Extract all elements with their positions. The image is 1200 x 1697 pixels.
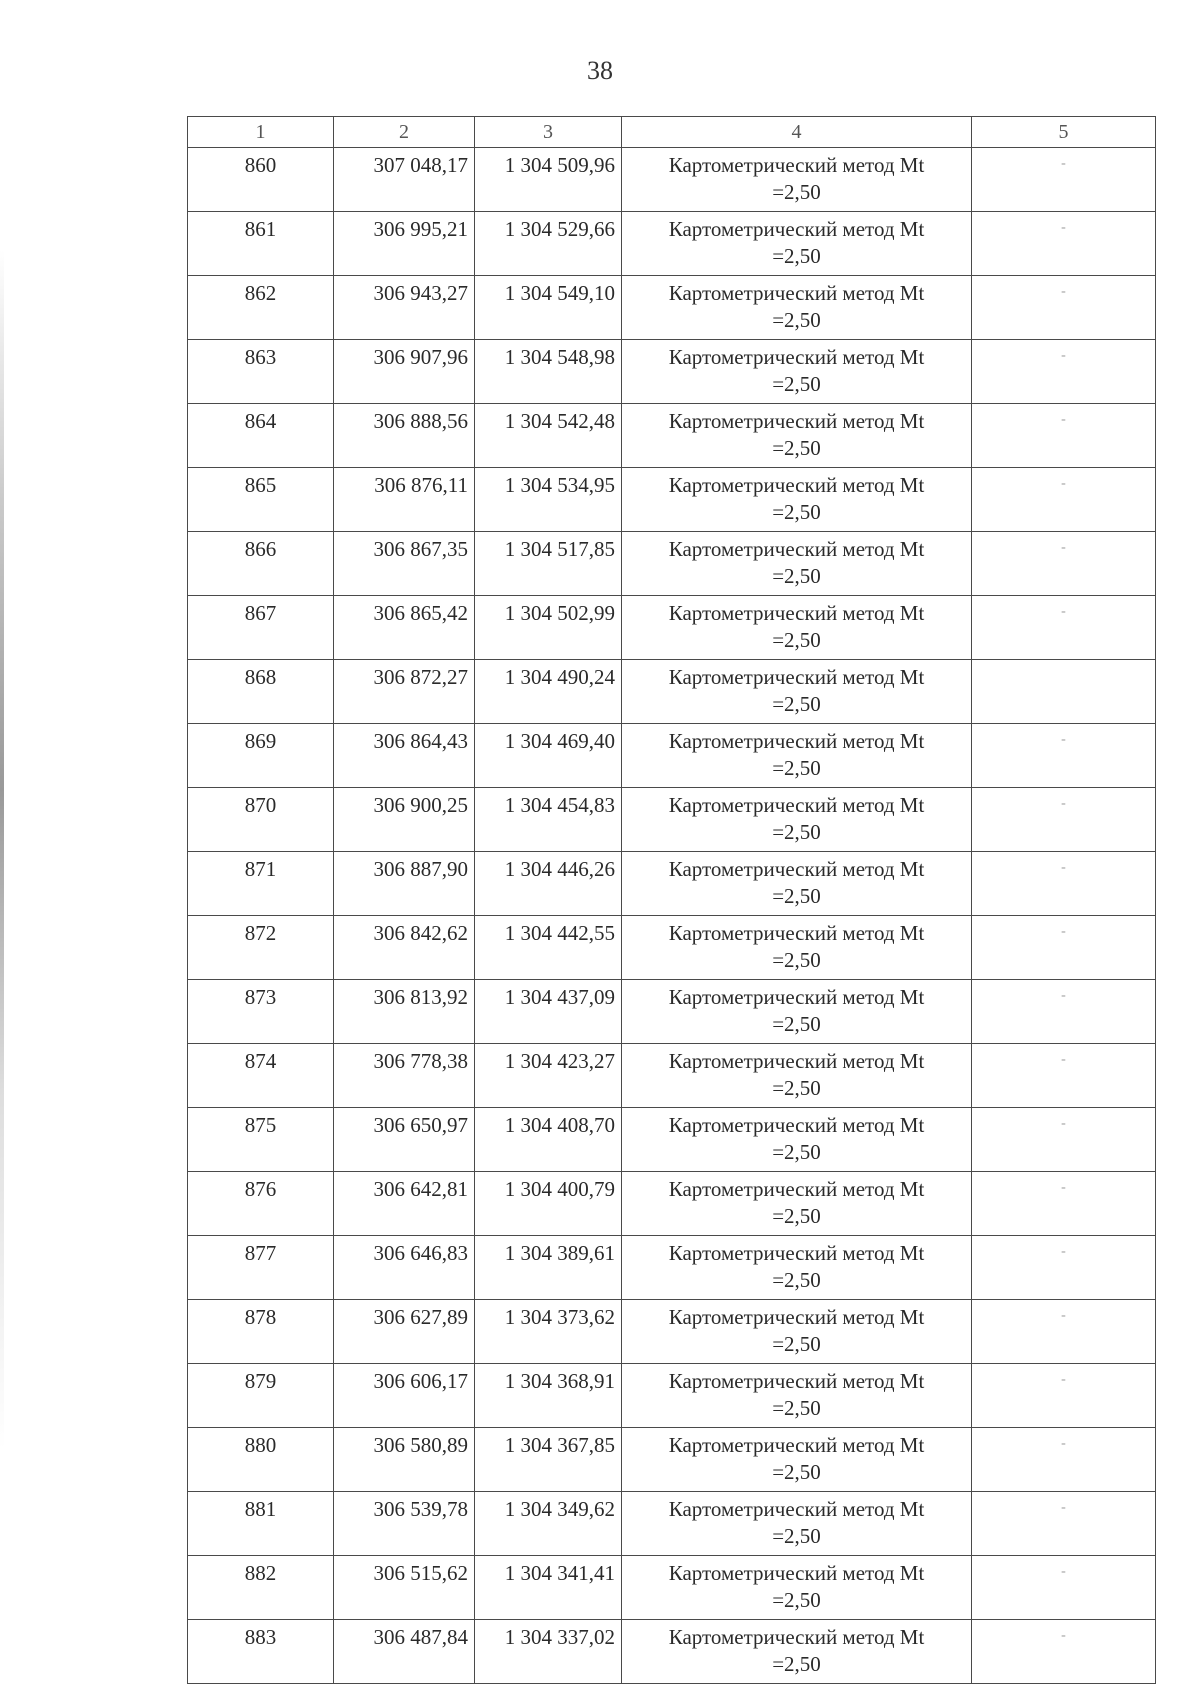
- coord-y-cell: 1 304 490,24: [475, 660, 622, 724]
- header-col-1: 1: [188, 117, 334, 148]
- method-text: Картометрический метод Mt: [668, 793, 925, 817]
- method-cell: [622, 980, 972, 1044]
- note-cell: -: [972, 724, 1156, 788]
- point-number-cell: 871: [188, 852, 334, 916]
- coord-y-cell: 1 304 529,66: [475, 212, 622, 276]
- table-row: [188, 1428, 1156, 1492]
- method-cell: [622, 404, 972, 468]
- coord-x-cell: 307 048,17: [334, 148, 475, 212]
- coordinates-table: [187, 116, 1156, 1684]
- accuracy-text: =2,50: [772, 1268, 821, 1292]
- method-text: Картометрический метод Mt: [668, 857, 925, 881]
- coord-y-cell: 1 304 341,41: [475, 1556, 622, 1620]
- note-cell: -: [972, 1492, 1156, 1556]
- note-cell: -: [972, 1300, 1156, 1364]
- table-row: [188, 1620, 1156, 1684]
- accuracy-text: =2,50: [772, 884, 821, 908]
- coord-y-cell: 1 304 534,95: [475, 468, 622, 532]
- coord-y-cell: 1 304 548,98: [475, 340, 622, 404]
- coord-y-cell: 1 304 549,10: [475, 276, 622, 340]
- coord-x-cell: 306 627,89: [334, 1300, 475, 1364]
- table-header: [188, 117, 1156, 148]
- coord-y-cell: 1 304 446,26: [475, 852, 622, 916]
- coord-x-cell: 306 813,92: [334, 980, 475, 1044]
- accuracy-text: =2,50: [772, 820, 821, 844]
- note-cell: -: [972, 596, 1156, 660]
- method-text: Картометрический метод Mt: [668, 1049, 925, 1073]
- point-number-cell: 861: [188, 212, 334, 276]
- method-text: Картометрический метод Mt: [668, 1177, 925, 1201]
- table-row: [188, 404, 1156, 468]
- coord-y-cell: 1 304 517,85: [475, 532, 622, 596]
- table-row: [188, 916, 1156, 980]
- method-text: Картометрический метод Mt: [668, 1625, 925, 1649]
- accuracy-text: =2,50: [772, 308, 821, 332]
- accuracy-text: =2,50: [772, 756, 821, 780]
- method-cell: [622, 532, 972, 596]
- method-cell: [622, 1364, 972, 1428]
- method-cell: [622, 1428, 972, 1492]
- method-text: Картометрический метод Mt: [668, 473, 925, 497]
- point-number-cell: 862: [188, 276, 334, 340]
- coord-x-cell: 306 943,27: [334, 276, 475, 340]
- coord-x-cell: 306 900,25: [334, 788, 475, 852]
- page-number: 38: [587, 56, 613, 85]
- table-row: [188, 212, 1156, 276]
- note-cell: -: [972, 212, 1156, 276]
- accuracy-text: =2,50: [772, 1396, 821, 1420]
- table-row: [188, 980, 1156, 1044]
- coord-y-cell: 1 304 502,99: [475, 596, 622, 660]
- coord-x-cell: 306 515,62: [334, 1556, 475, 1620]
- coord-x-cell: 306 872,27: [334, 660, 475, 724]
- point-number-cell: 883: [188, 1620, 334, 1684]
- table-row: [188, 724, 1156, 788]
- table-row: [188, 1172, 1156, 1236]
- accuracy-text: =2,50: [772, 692, 821, 716]
- accuracy-text: =2,50: [772, 1524, 821, 1548]
- point-number-cell: 872: [188, 916, 334, 980]
- point-number-cell: 867: [188, 596, 334, 660]
- note-cell: -: [972, 1172, 1156, 1236]
- accuracy-text: =2,50: [772, 628, 821, 652]
- accuracy-text: =2,50: [772, 1076, 821, 1100]
- point-number-cell: 869: [188, 724, 334, 788]
- note-cell: -: [972, 1108, 1156, 1172]
- note-cell: -: [972, 148, 1156, 212]
- coord-y-cell: 1 304 542,48: [475, 404, 622, 468]
- note-cell: -: [972, 916, 1156, 980]
- method-cell: [622, 1620, 972, 1684]
- coord-y-cell: 1 304 454,83: [475, 788, 622, 852]
- coord-x-cell: 306 487,84: [334, 1620, 475, 1684]
- method-cell: [622, 276, 972, 340]
- point-number-cell: 864: [188, 404, 334, 468]
- accuracy-text: =2,50: [772, 1140, 821, 1164]
- coord-x-cell: 306 876,11: [334, 468, 475, 532]
- table-row: [188, 852, 1156, 916]
- point-number-cell: 882: [188, 1556, 334, 1620]
- point-number-cell: 860: [188, 148, 334, 212]
- accuracy-text: =2,50: [772, 1652, 821, 1676]
- method-cell: [622, 660, 972, 724]
- method-cell: [622, 724, 972, 788]
- coord-y-cell: 1 304 349,62: [475, 1492, 622, 1556]
- method-cell: [622, 1300, 972, 1364]
- point-number-cell: 877: [188, 1236, 334, 1300]
- coord-y-cell: 1 304 389,61: [475, 1236, 622, 1300]
- note-cell: -: [972, 1044, 1156, 1108]
- coord-x-cell: 306 865,42: [334, 596, 475, 660]
- point-number-cell: 868: [188, 660, 334, 724]
- accuracy-text: =2,50: [772, 1460, 821, 1484]
- method-cell: [622, 1236, 972, 1300]
- coord-x-cell: 306 887,90: [334, 852, 475, 916]
- table-row: [188, 1108, 1156, 1172]
- header-col-2: 2: [334, 117, 475, 148]
- coord-y-cell: 1 304 400,79: [475, 1172, 622, 1236]
- method-text: Картометрический метод Mt: [668, 345, 925, 369]
- point-number-cell: 879: [188, 1364, 334, 1428]
- accuracy-text: =2,50: [772, 500, 821, 524]
- table-body: [188, 148, 1156, 1684]
- coord-y-cell: 1 304 442,55: [475, 916, 622, 980]
- accuracy-text: =2,50: [772, 564, 821, 588]
- note-cell: -: [972, 980, 1156, 1044]
- coord-x-cell: 306 778,38: [334, 1044, 475, 1108]
- note-cell: -: [972, 1428, 1156, 1492]
- coord-x-cell: 306 888,56: [334, 404, 475, 468]
- coord-x-cell: 306 907,96: [334, 340, 475, 404]
- table-row: [188, 148, 1156, 212]
- coord-y-cell: 1 304 509,96: [475, 148, 622, 212]
- method-cell: [622, 148, 972, 212]
- accuracy-text: =2,50: [772, 1332, 821, 1356]
- accuracy-text: =2,50: [772, 1204, 821, 1228]
- method-text: Картометрический метод Mt: [668, 217, 925, 241]
- method-text: Картометрический метод Mt: [668, 985, 925, 1009]
- method-text: Картометрический метод Mt: [668, 1561, 925, 1585]
- coord-y-cell: 1 304 337,02: [475, 1620, 622, 1684]
- point-number-cell: 875: [188, 1108, 334, 1172]
- note-cell: -: [972, 1236, 1156, 1300]
- method-text: Картометрический метод Mt: [668, 409, 925, 433]
- method-text: Картометрический метод Mt: [668, 1305, 925, 1329]
- accuracy-text: =2,50: [772, 1588, 821, 1612]
- header-row: [188, 117, 1156, 148]
- table-row: [188, 1364, 1156, 1428]
- point-number-cell: 878: [188, 1300, 334, 1364]
- note-cell: [972, 660, 1156, 724]
- point-number-cell: 866: [188, 532, 334, 596]
- method-cell: [622, 340, 972, 404]
- table-row: [188, 1044, 1156, 1108]
- method-cell: [622, 1044, 972, 1108]
- method-text: Картометрический метод Mt: [668, 1433, 925, 1457]
- accuracy-text: =2,50: [772, 180, 821, 204]
- point-number-cell: 865: [188, 468, 334, 532]
- table-row: [188, 468, 1156, 532]
- table-row: [188, 532, 1156, 596]
- coord-x-cell: 306 842,62: [334, 916, 475, 980]
- accuracy-text: =2,50: [772, 948, 821, 972]
- method-text: Картометрический метод Mt: [668, 729, 925, 753]
- coord-y-cell: 1 304 469,40: [475, 724, 622, 788]
- point-number-cell: 881: [188, 1492, 334, 1556]
- method-cell: [622, 852, 972, 916]
- coord-y-cell: 1 304 408,70: [475, 1108, 622, 1172]
- coord-y-cell: 1 304 437,09: [475, 980, 622, 1044]
- coord-y-cell: 1 304 367,85: [475, 1428, 622, 1492]
- method-cell: [622, 1172, 972, 1236]
- point-number-cell: 863: [188, 340, 334, 404]
- header-col-3: 3: [475, 117, 622, 148]
- note-cell: -: [972, 340, 1156, 404]
- table-row: [188, 276, 1156, 340]
- coord-x-cell: 306 650,97: [334, 1108, 475, 1172]
- point-number-cell: 876: [188, 1172, 334, 1236]
- method-text: Картометрический метод Mt: [668, 921, 925, 945]
- note-cell: -: [972, 1620, 1156, 1684]
- coord-x-cell: 306 646,83: [334, 1236, 475, 1300]
- method-text: Картометрический метод Mt: [668, 153, 925, 177]
- coord-y-cell: 1 304 368,91: [475, 1364, 622, 1428]
- coord-x-cell: 306 995,21: [334, 212, 475, 276]
- coord-x-cell: 306 642,81: [334, 1172, 475, 1236]
- accuracy-text: =2,50: [772, 1012, 821, 1036]
- method-text: Картометрический метод Mt: [668, 1369, 925, 1393]
- note-cell: -: [972, 532, 1156, 596]
- note-cell: -: [972, 276, 1156, 340]
- coord-y-cell: 1 304 423,27: [475, 1044, 622, 1108]
- method-cell: [622, 212, 972, 276]
- method-cell: [622, 1492, 972, 1556]
- note-cell: -: [972, 468, 1156, 532]
- coordinates-table-container: [187, 116, 1155, 1684]
- accuracy-text: =2,50: [772, 372, 821, 396]
- coord-x-cell: 306 580,89: [334, 1428, 475, 1492]
- note-cell: -: [972, 788, 1156, 852]
- method-cell: [622, 788, 972, 852]
- method-cell: [622, 1108, 972, 1172]
- method-cell: [622, 916, 972, 980]
- method-text: Картометрический метод Mt: [668, 665, 925, 689]
- table-row: [188, 788, 1156, 852]
- coord-x-cell: 306 606,17: [334, 1364, 475, 1428]
- header-col-5: 5: [972, 117, 1156, 148]
- point-number-cell: 873: [188, 980, 334, 1044]
- coord-x-cell: 306 539,78: [334, 1492, 475, 1556]
- method-text: Картометрический метод Mt: [668, 537, 925, 561]
- table-row: [188, 596, 1156, 660]
- coord-y-cell: 1 304 373,62: [475, 1300, 622, 1364]
- note-cell: -: [972, 1556, 1156, 1620]
- header-col-4: 4: [622, 117, 972, 148]
- point-number-cell: 880: [188, 1428, 334, 1492]
- note-cell: -: [972, 852, 1156, 916]
- coord-x-cell: 306 864,43: [334, 724, 475, 788]
- point-number-cell: 870: [188, 788, 334, 852]
- note-cell: -: [972, 404, 1156, 468]
- table-row: [188, 1556, 1156, 1620]
- note-cell: -: [972, 1364, 1156, 1428]
- scan-edge-artifact: [0, 250, 4, 1450]
- method-cell: [622, 468, 972, 532]
- table-row: [188, 1492, 1156, 1556]
- method-text: Картометрический метод Mt: [668, 1113, 925, 1137]
- accuracy-text: =2,50: [772, 436, 821, 460]
- accuracy-text: =2,50: [772, 244, 821, 268]
- table-row: [188, 1300, 1156, 1364]
- method-text: Картометрический метод Mt: [668, 1241, 925, 1265]
- method-cell: [622, 1556, 972, 1620]
- point-number-cell: 874: [188, 1044, 334, 1108]
- table-row: [188, 660, 1156, 724]
- method-text: Картометрический метод Mt: [668, 281, 925, 305]
- table-row: [188, 1236, 1156, 1300]
- method-text: Картометрический метод Mt: [668, 601, 925, 625]
- method-text: Картометрический метод Mt: [668, 1497, 925, 1521]
- table-row: [188, 340, 1156, 404]
- method-cell: [622, 596, 972, 660]
- coord-x-cell: 306 867,35: [334, 532, 475, 596]
